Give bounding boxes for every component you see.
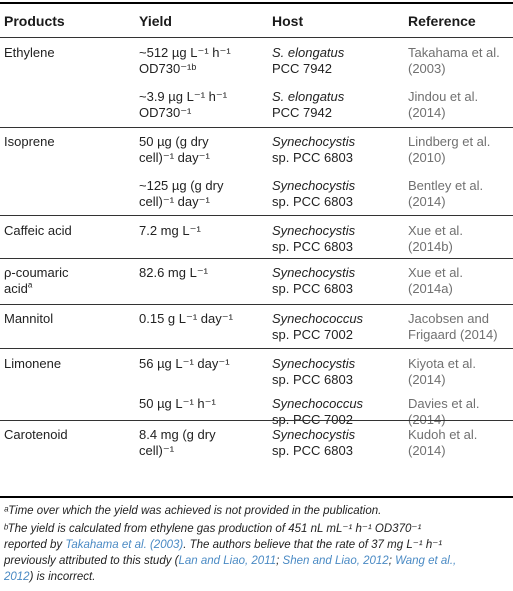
product-name: Mannitol (4, 311, 54, 326)
yield-cell (139, 265, 208, 281)
host-line: Synechococcus (272, 311, 364, 326)
host-line: Synechocystis (272, 427, 356, 442)
yield-cell (139, 223, 201, 239)
yield-line: ~3.9 µg L⁻¹ h⁻¹ (139, 89, 228, 104)
footnote-b-line3 (4, 553, 509, 569)
yield-cell (139, 311, 233, 327)
header-products: Products (4, 13, 65, 29)
yield-cell (139, 89, 227, 121)
reference-cell (408, 265, 463, 297)
reference-cell (408, 396, 480, 428)
host-line: sp. PCC 6803 (272, 194, 353, 209)
reference-cell (408, 356, 476, 388)
row-divider (0, 348, 513, 349)
reference-cell (408, 45, 500, 77)
host-cell (272, 396, 363, 428)
footnote-a-text: ᵃTime over which the yield was achieved is not provided in the publication. (4, 505, 382, 517)
header-reference: Reference (408, 13, 476, 29)
row-divider (0, 215, 513, 216)
host-line: Synechocystis (272, 134, 356, 149)
host-line: S. elongatus (272, 89, 345, 104)
reference-line: Xue et al. (408, 265, 463, 280)
footnote-b-line1 (4, 521, 509, 537)
reference-line: (2014b) (408, 239, 453, 254)
reference-line: Frigaard (2014) (408, 327, 498, 342)
host-cell (272, 134, 355, 166)
host-line: sp. PCC 6803 (272, 372, 353, 387)
row-divider (0, 304, 513, 305)
footnote-b-text5: ) is incorrect. (29, 571, 96, 583)
product-name: Caffeic acid (4, 223, 72, 238)
product-name-line2-text: acid (4, 281, 28, 296)
reference-line: (2014) (408, 105, 446, 120)
yield-line: 56 µg L⁻¹ day⁻¹ (139, 356, 230, 371)
footnote-b-text4: previously attributed to this study ( (4, 555, 179, 567)
reference-cell (408, 134, 490, 166)
reference-line: (2014) (408, 194, 446, 209)
host-line: Synechococcus (272, 396, 364, 411)
row-divider (0, 127, 513, 128)
reference-line: Jindou et al. (408, 89, 479, 104)
yield-line: cell)⁻¹ day⁻¹ (139, 194, 210, 209)
reference-line: Xue et al. (408, 223, 463, 238)
link-lan-liao-2011[interactable]: Lan and Liao, 2011 (178, 555, 277, 567)
yield-cell (139, 45, 231, 77)
host-line: Synechocystis (272, 223, 356, 238)
host-line: PCC 7942 (272, 61, 332, 76)
footnote-b-line4 (4, 569, 509, 585)
reference-line: Kudoh et al. (408, 427, 478, 442)
host-cell (272, 45, 344, 77)
reference-line: Bentley et al. (408, 178, 484, 193)
product-name: Ethylene (4, 45, 55, 60)
product-cell (4, 311, 53, 327)
host-line: sp. PCC 7002 (272, 327, 353, 342)
footnote-b-text3: . The authors believe that the rate of 37 mg L⁻¹ h⁻¹ (183, 539, 443, 551)
host-line: Synechocystis (272, 265, 356, 280)
reference-line: (2014) (408, 372, 446, 387)
reference-cell (408, 427, 477, 459)
yield-line: 7.2 mg L⁻¹ (139, 223, 201, 238)
host-cell (272, 223, 355, 255)
header-rule (0, 37, 513, 38)
footnote-b-sep2: ; (388, 555, 396, 567)
link-wang-2012-year[interactable]: 2012 (4, 571, 30, 583)
product-name: Carotenoid (4, 427, 68, 442)
yield-line: ~125 µg (g dry (139, 178, 224, 193)
row-divider (0, 258, 513, 259)
yield-line: 8.4 mg (g dry (139, 427, 216, 442)
reference-line: Takahama et al. (408, 45, 500, 60)
product-cell (4, 427, 68, 443)
product-name: Limonene (4, 356, 62, 371)
link-shen-liao-2012[interactable]: Shen and Liao, 2012 (282, 555, 389, 567)
yield-cell (139, 427, 216, 459)
host-line: S. elongatus (272, 45, 345, 60)
host-line: Synechocystis (272, 356, 356, 371)
header-yield: Yield (139, 13, 172, 29)
host-cell (272, 89, 344, 121)
reference-line: Davies et al. (408, 396, 480, 411)
yield-line: 0.15 g L⁻¹ day⁻¹ (139, 311, 233, 326)
table-bottom-rule (0, 496, 513, 498)
reference-line: (2014) (408, 443, 446, 458)
footnote-b-text2: reported by (4, 539, 66, 551)
yield-cell (139, 396, 216, 412)
product-name-line2 (4, 281, 68, 297)
reference-line: (2010) (408, 150, 446, 165)
host-cell (272, 178, 355, 210)
yield-line: cell)⁻¹ (139, 443, 175, 458)
footnote-a (4, 503, 509, 519)
yield-line: cell)⁻¹ day⁻¹ (139, 150, 210, 165)
reference-line: (2003) (408, 61, 446, 76)
table-top-rule (0, 2, 513, 4)
host-cell (272, 265, 355, 297)
reference-line: (2014a) (408, 281, 453, 296)
reference-line: Lindberg et al. (408, 134, 491, 149)
host-line: sp. PCC 7002 (272, 412, 353, 427)
host-cell (272, 427, 355, 459)
link-wang-2012[interactable]: Wang et al., (395, 555, 457, 567)
footnote-b-text1: ᵇThe yield is calculated from ethylene gas production of 451 nL mL⁻¹ h⁻¹ OD370⁻¹ (4, 523, 422, 535)
host-line: sp. PCC 6803 (272, 281, 353, 296)
yield-line: ~512 µg L⁻¹ h⁻¹ (139, 45, 231, 60)
footnote-b-line2 (4, 537, 509, 553)
link-takahama-2003[interactable]: Takahama et al. (2003) (65, 539, 184, 551)
row-divider (0, 420, 513, 421)
host-line: sp. PCC 6803 (272, 443, 353, 458)
footnote-b-sep1: ; (276, 555, 283, 567)
reference-cell (408, 89, 478, 121)
host-line: PCC 7942 (272, 105, 332, 120)
reference-line: (2014) (408, 412, 446, 427)
yield-line: 82.6 mg L⁻¹ (139, 265, 209, 280)
host-cell (272, 356, 355, 388)
product-cell (4, 223, 72, 239)
host-line: sp. PCC 6803 (272, 150, 353, 165)
yield-line: OD730⁻¹ᵇ (139, 61, 197, 76)
host-line: Synechocystis (272, 178, 356, 193)
yield-line: 50 µg L⁻¹ h⁻¹ (139, 396, 216, 411)
product-cell (4, 134, 55, 150)
host-line: sp. PCC 6803 (272, 239, 353, 254)
header-host: Host (272, 13, 304, 29)
product-name: Isoprene (4, 134, 55, 149)
yield-cell (139, 134, 210, 166)
host-cell (272, 311, 363, 343)
yield-cell (139, 178, 223, 210)
reference-cell (408, 223, 463, 255)
product-cell (4, 356, 61, 372)
yield-cell (139, 356, 230, 372)
reference-cell (408, 178, 483, 210)
product-cell (4, 45, 55, 61)
yield-line: 50 µg (g dry (139, 134, 209, 149)
footnote-b (4, 521, 509, 585)
product-cell (4, 265, 68, 297)
product-name: ρ-coumaric (4, 265, 69, 280)
footnote-marker: a (27, 280, 33, 290)
reference-cell (408, 311, 498, 343)
reference-line: Kiyota et al. (408, 356, 476, 371)
reference-line: Jacobsen and (408, 311, 489, 326)
yield-line: OD730⁻¹ (139, 105, 192, 120)
